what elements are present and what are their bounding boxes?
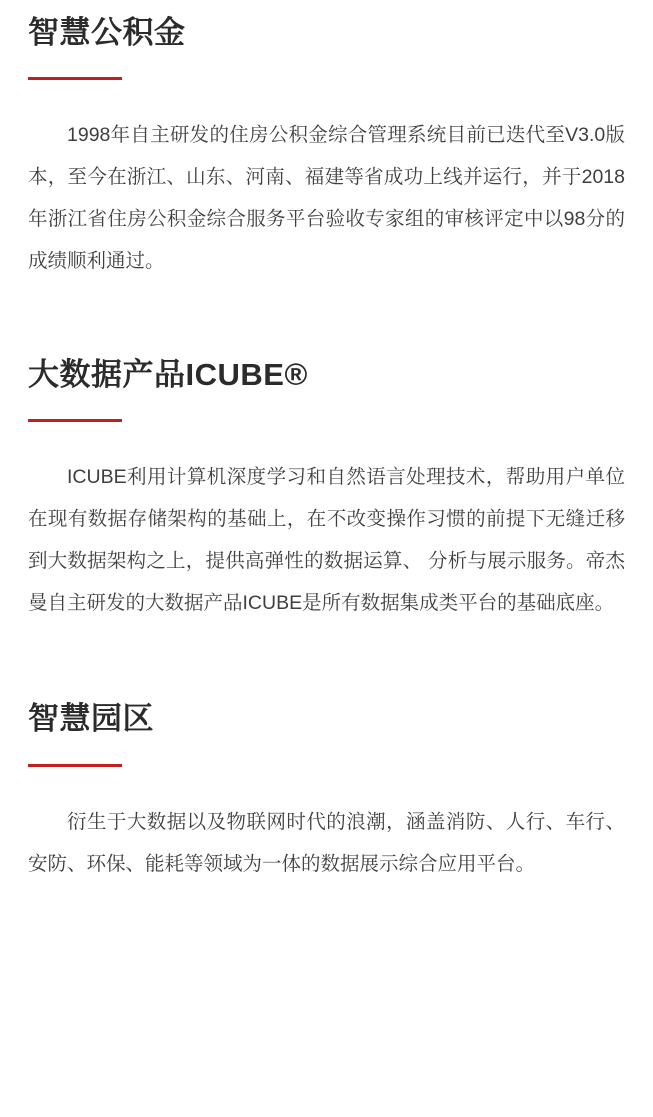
- section-bigdata-icube: [28, 282, 625, 624]
- title-underline-rule: [28, 764, 122, 767]
- section-body-text: 1998年自主研发的住房公积金综合管理系统目前已迭代至V3.0版本，至今在浙江、山东、河南、福建等省成功上线并运行，并于2018年浙江省住房公积金综合服务平台验收专家组的审核评定中以98分的成绩顺利通过。: [28, 124, 625, 273]
- section-title: 大数据产品ICUBE®: [28, 357, 308, 393]
- section-title: 智慧公积金: [28, 15, 186, 50]
- title-underline-rule: [28, 419, 122, 422]
- section-smart-park: [28, 624, 625, 884]
- section-body-text: ICUBE利用计算机深度学习和自然语言处理技术，帮助用户单位在现有数据存储架构的基础上，在不改变操作习惯的前提下无缝迁移到大数据架构之上，提供高弹性的数据运算、 分析与展示服务。帝杰曼自主研发的大数据产品ICUBE是所有数据集成类平台的基础底座。: [28, 466, 625, 615]
- title-underline-rule: [28, 77, 122, 80]
- section-body-text: 衍生于大数据以及物联网时代的浪潮，涵盖消防、人行、车行、安防、环保、能耗等领域为一体的数据展示综合应用平台。: [28, 810, 625, 875]
- section-smart-housing-fund: [28, 0, 625, 282]
- section-title: 智慧园区: [28, 701, 154, 737]
